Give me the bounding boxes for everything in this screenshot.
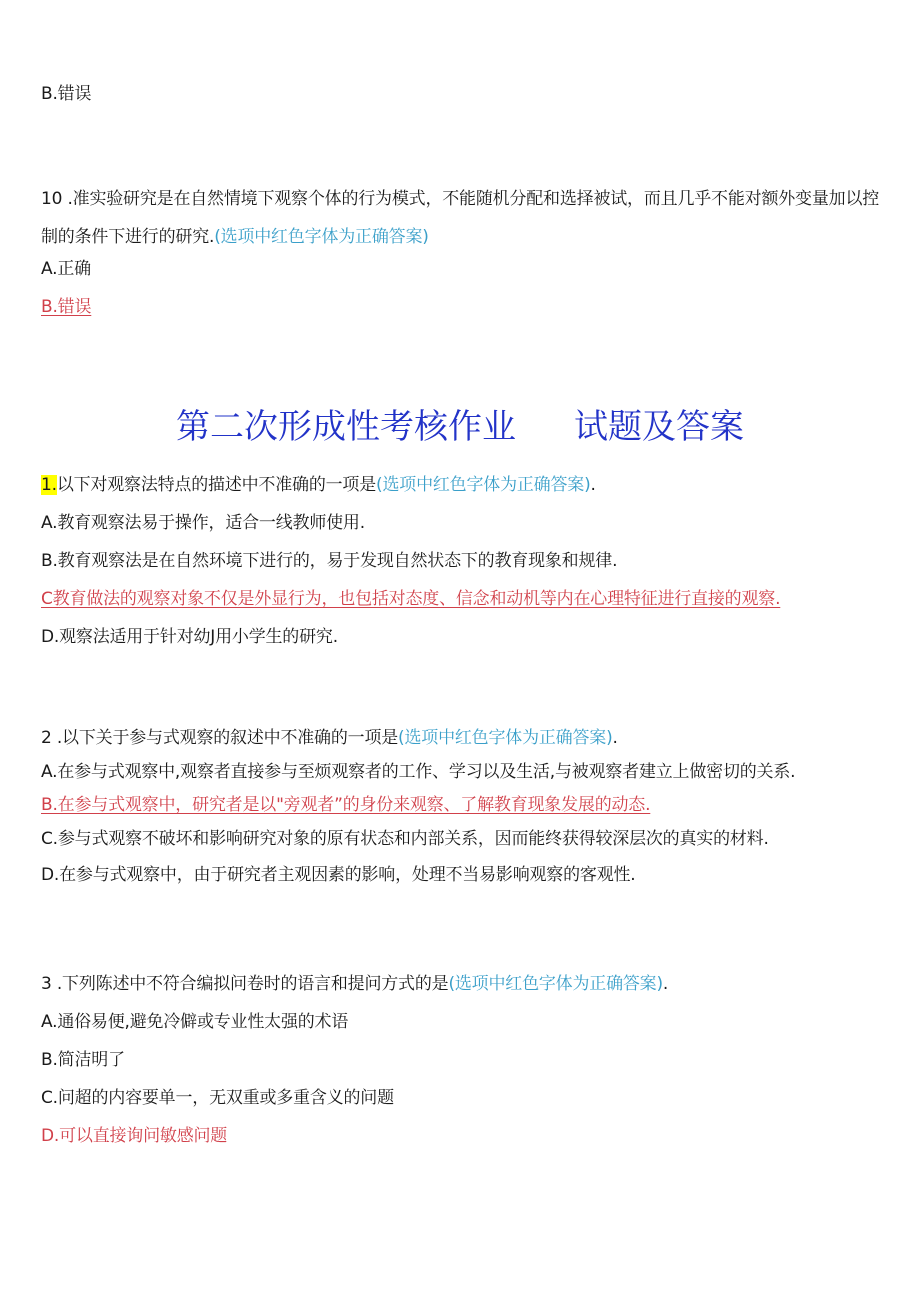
q2-option-a: A.在参与式观察中,观察者直接参与至烦观察者的工作、学习以及生活,与被观察者建立上做密切的关系. <box>41 762 796 782</box>
q1-option-c-correct: C教育做法的观察对象不仅是外显行为，也包括对态度、信念和动机等内在心理特征进行直接的观察. <box>41 589 781 609</box>
q3-number: 3 <box>41 974 52 994</box>
q1-tail: . <box>590 475 596 495</box>
q1-option-a: A.教育观察法易于操作，适合一线教师使用. <box>41 513 365 533</box>
q10-hint: (选项中红色字体为正确答案) <box>214 227 429 247</box>
q2-option-c: C.参与式观察不破坏和影响研究对象的原有状态和内部关系，因而能终获得较深层次的真实的材料. <box>41 829 769 849</box>
section-title-right: 试题及答案 <box>574 407 744 447</box>
q2-option-d: D.在参与式观察中，由于研究者主观因素的影响，处理不当易影响观察的客观性. <box>41 865 636 885</box>
q3-option-d-correct: D.可以直接询问敏感问题 <box>41 1126 228 1146</box>
q1-option-d: D.观察法适用于针对幼J用小学生的研究. <box>41 627 338 647</box>
q2-hint: (选项中红色字体为正确答案) <box>398 728 613 748</box>
q2-stem <box>41 726 618 750</box>
q2-text: .以下关于参与式观察的叙述中不准确的一项是 <box>56 728 399 748</box>
q3-option-b: B.简洁明了 <box>41 1050 125 1070</box>
q10-option-a: A.正确 <box>41 259 91 279</box>
q3-stem <box>41 972 668 996</box>
q1-stem <box>41 473 596 497</box>
q3-hint: (选项中红色字体为正确答案) <box>448 974 663 994</box>
q3-option-a: A.通俗易便,避免冷僻或专业性太强的术语 <box>41 1012 349 1032</box>
q9-option-b: B.错误 <box>41 84 92 104</box>
q1-option-b: B.教育观察法是在自然环境下进行的，易于发现自然状态下的教育现象和规律. <box>41 551 618 571</box>
q3-tail: . <box>662 974 669 994</box>
q10-number: 10 <box>41 189 63 209</box>
q2-number: 2 <box>41 728 52 748</box>
section-title-left: 第二次形成性考核作业 <box>176 407 516 447</box>
section-title <box>0 404 920 450</box>
q3-option-c: C.问超的内容要单一，无双重或多重含义的问题 <box>41 1088 394 1108</box>
q10-stem <box>41 180 886 256</box>
q1-number: 1. <box>41 475 57 495</box>
q1-hint: (选项中红色字体为正确答案) <box>376 475 591 495</box>
q2-option-b-correct: B.在参与式观察中，研究者是以"旁观者”的身份来观察、了解教育现象发展的动态. <box>41 795 651 815</box>
q10-text: .准实验研究是在自然情境下观察个体的行为模式，不能随机分配和选择被试，而且几乎不能对额外变量加以控制的条件下进行的研究. <box>41 189 880 247</box>
q1-text: 以下对观察法特点的描述中不准确的一项是 <box>56 475 377 495</box>
q2-tail: . <box>612 728 618 748</box>
q10-option-b-correct: B.错误 <box>41 297 92 317</box>
q3-text: .下列陈述中不符合编拟问卷时的语言和提问方式的是 <box>56 974 449 994</box>
